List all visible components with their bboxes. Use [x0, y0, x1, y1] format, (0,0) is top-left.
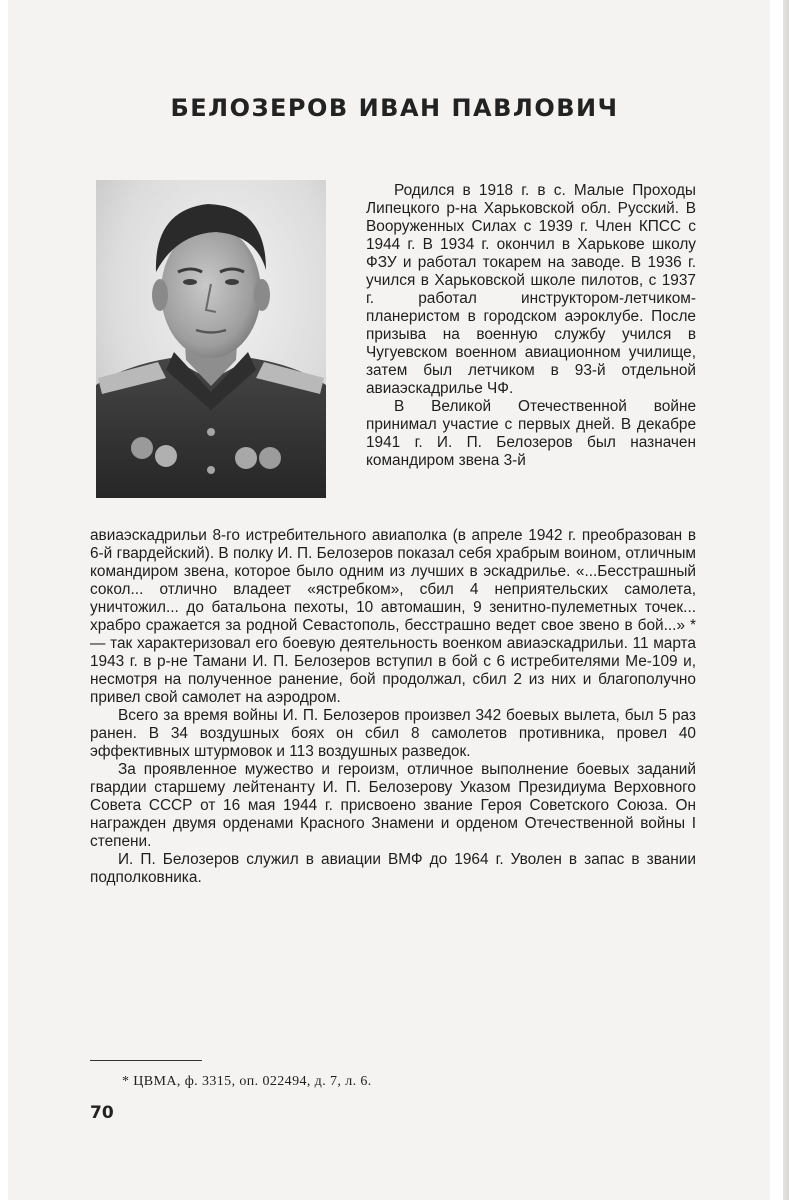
footnote: * ЦВМА, ф. 3315, оп. 022494, д. 7, л. 6.	[122, 1074, 372, 1089]
page-number: 70	[90, 1103, 114, 1123]
footnote-divider	[90, 1060, 202, 1061]
war-paragraph-start: В Великой Отечественной войне принимал участие с первых дней. В декабре 1941 г. И. П. Белозеров был назначен командиром звена 3-й	[366, 398, 696, 469]
intro-text-column	[366, 182, 696, 470]
main-text-column	[90, 527, 696, 887]
portrait-photo	[96, 180, 326, 498]
war-paragraph-continued: авиаэскадрильи 8-го истребительного авиаполка (в апреле 1942 г. преобразован в 6-й гвардейский). В полку И. П. Белозеров показал себя храбрым воином, отличным командиром звена, которое было одним из лучших в эскадрилье. «...Бесстрашный сокол... отлично владеет «ястребком», сбил 4 неприятельских самолета, уничтожил... до батальона пехоты, 10 автомашин, 9 зенитно-пулеметных точек... храбро сражается за родной Севастополь, бесстрашно ведет свое звено в бой...» * — так характеризовал его боевую деятельность военком авиаэскадрильи. 11 марта 1943 г. в р-не Тамани И. П. Белозеров вступил в бой с 6 истребителями Ме-109 и, несмотря на полученное ранение, бой продолжал, сбил 2 из них и благополучно привел свой самолет на аэродром.	[90, 527, 696, 706]
stats-paragraph: Всего за время войны И. П. Белозеров произвел 342 боевых вылета, был 5 раз ранен. В 34 воздушных боях он сбил 8 самолетов противника, провел 40 эффективных штурмовок и 113 воздушных разведок.	[90, 707, 696, 760]
postwar-paragraph: И. П. Белозеров служил в авиации ВМФ до 1964 г. Уволен в запас в звании подполковника.	[90, 851, 696, 886]
page-edge-shadow	[783, 0, 789, 1200]
page-title: БЕЛОЗЕРОВ ИВАН ПАВЛОВИЧ	[170, 94, 619, 122]
biography-paragraph: Родился в 1918 г. в с. Малые Проходы Липецкого р-на Харьковской обл. Русский. В Вооруженных Силах с 1939 г. Член КПСС с 1944 г. В 1934 г. окончил в Харькове школу ФЗУ и работал токарем на заводе. В 1936 г. учился в Харьковской школе пилотов, с 1937 г. работал инструктором-летчиком-планеристом в городском аэроклубе. После призыва на военную службу учился в Чугуевском военном авиационном училище, затем был летчиком в 93-й отдельной авиаэскадрилье ЧФ.	[366, 182, 696, 397]
award-paragraph: За проявленное мужество и героизм, отличное выполнение боевых заданий гвардии старшему лейтенанту И. П. Белозерову Указом Президиума Верховного Совета СССР от 16 мая 1944 г. присвоено звание Героя Советского Союза. Он награжден двумя орденами Красного Знамени и орденом Отечественной войны I степени.	[90, 761, 696, 850]
